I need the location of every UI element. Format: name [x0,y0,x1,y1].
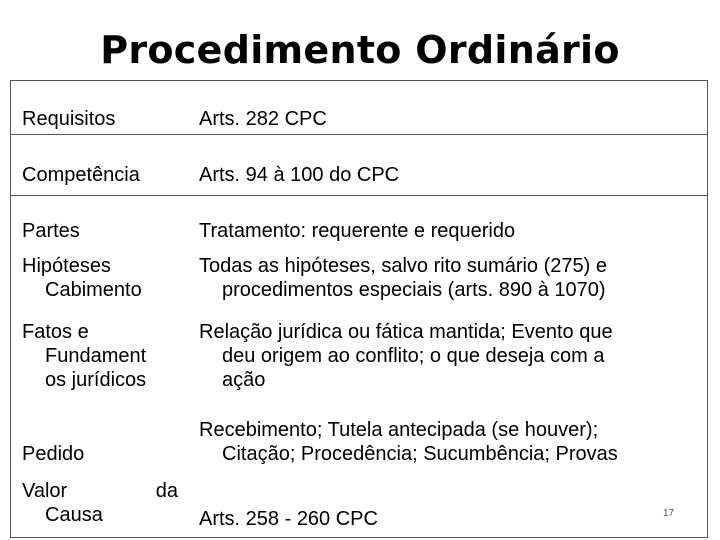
row-value-valor: Arts. 258 - 260 CPC [199,508,378,530]
row-value-pedido [199,418,693,466]
value-line: Relação jurídica ou fática mantida; Evento que [199,321,613,343]
table-border-right [707,80,708,538]
row-label-competencia: Competência [22,164,140,186]
slide-page-number: 17 [663,508,675,519]
value-line: Recebimento; Tutela antecipada (se houver); [199,419,599,441]
row-label-valor [22,479,178,527]
row-label-partes: Partes [22,220,80,242]
row-value-partes: Tratamento: requerente e requerido [199,220,516,242]
table-border-top [10,80,708,81]
value-line: procedimentos especiais (arts. 890 à 1070) [222,279,606,301]
row-label-hipoteses [22,254,142,302]
label-line: os jurídicos [45,369,147,391]
value-line: Todas as hipóteses, salvo rito sumário (275) e [199,255,607,277]
label-word: da [155,480,178,502]
label-word: Valor [22,480,68,502]
row-value-requisitos: Arts. 282 CPC [199,108,327,130]
row-label-pedido: Pedido [22,443,85,465]
table-border-bottom [10,537,708,538]
table-border-left [10,80,11,538]
row-value-fatos [199,320,693,392]
label-line: Fatos e [22,321,89,343]
label-line: Cabimento [45,279,142,301]
row-label-fatos [22,320,146,392]
label-line: Causa [45,504,103,526]
label-line: Hipóteses [22,255,111,277]
page-title: Procedimento Ordinário [100,28,620,72]
row-value-competencia: Arts. 94 à 100 do CPC [199,164,400,186]
value-line: Citação; Procedência; Sucumbência; Provas [222,443,618,465]
label-line-split [22,479,178,503]
row-divider [10,195,708,196]
row-divider [10,134,708,135]
row-label-requisitos: Requisitos [22,108,116,130]
value-line: ação [222,369,266,391]
row-value-hipoteses [199,254,693,302]
value-line: deu origem ao conflito; o que deseja com a [222,345,605,367]
label-line: Fundament [45,345,147,367]
